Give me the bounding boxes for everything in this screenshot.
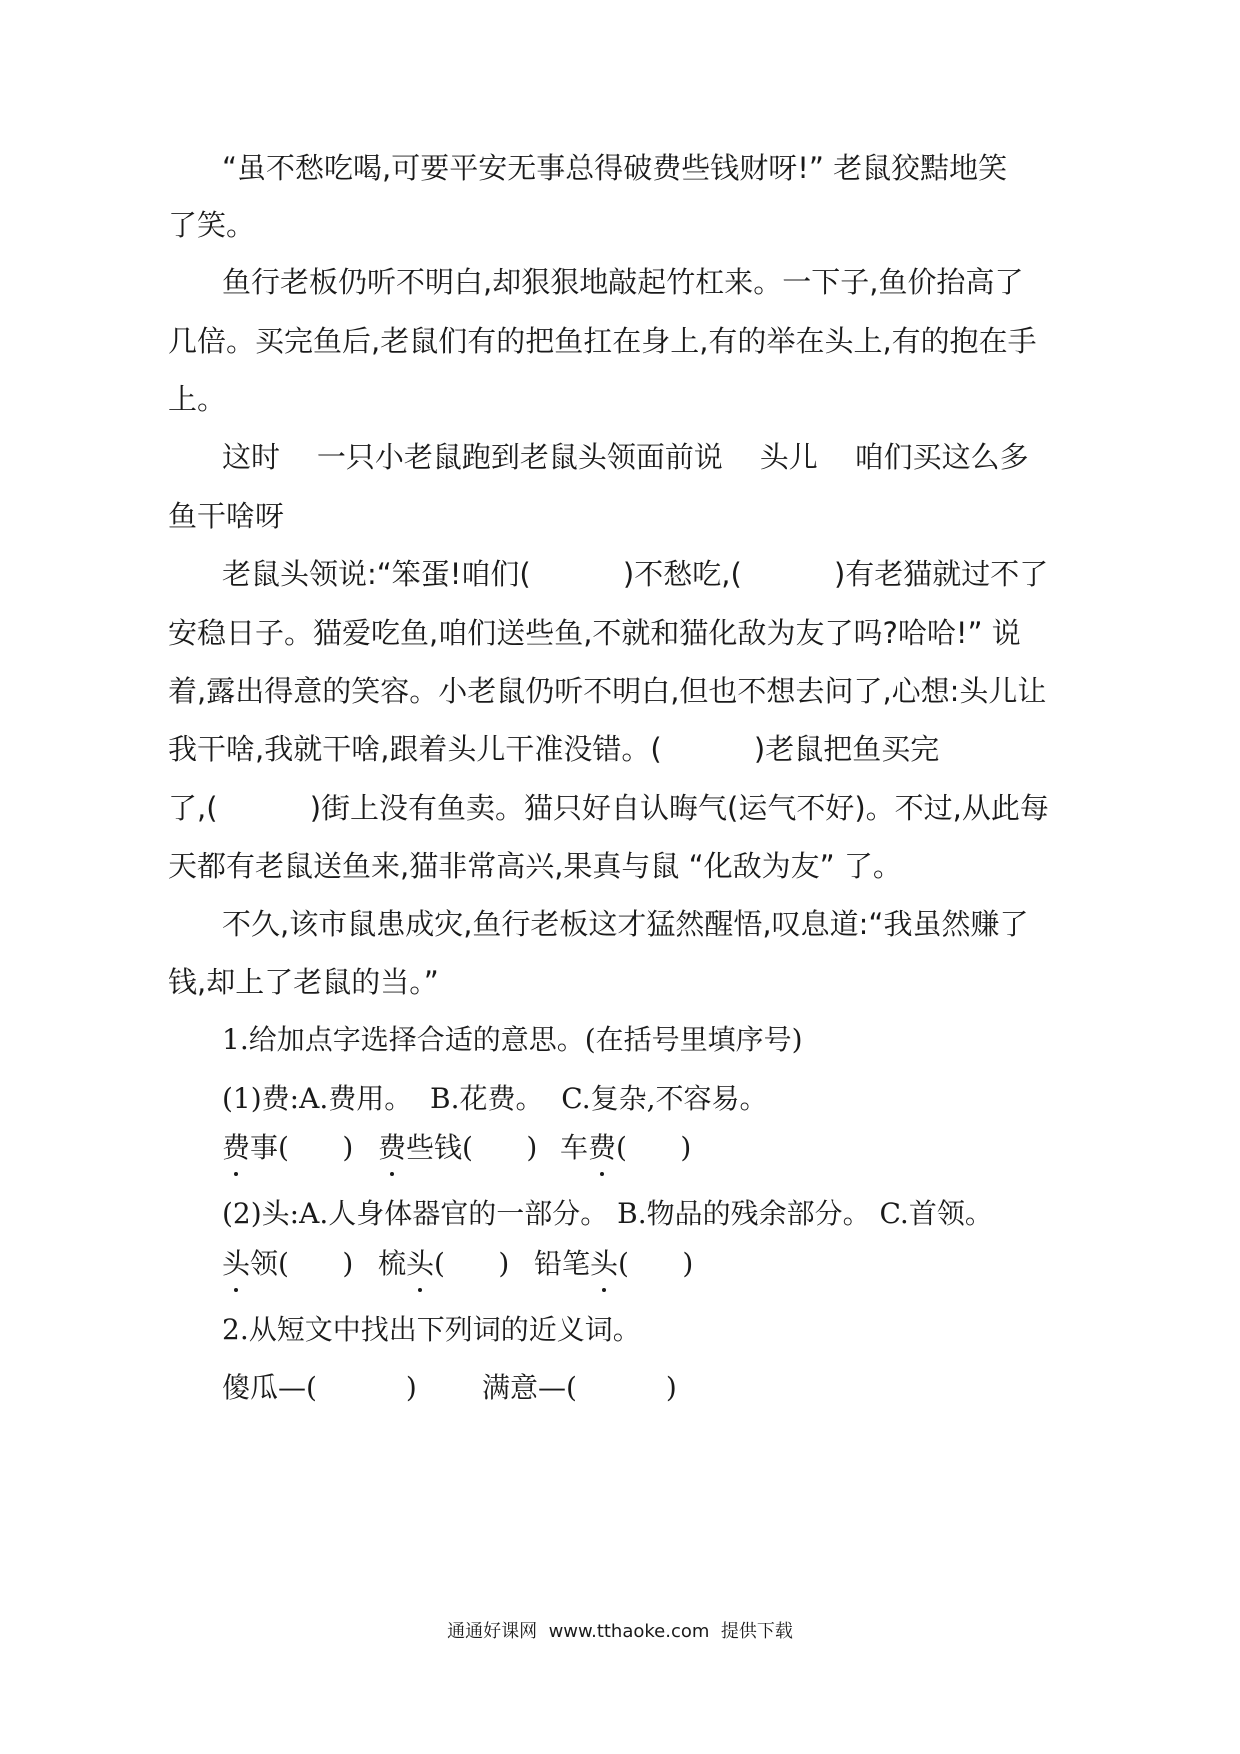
item-prefix: 铅笔	[534, 1247, 591, 1280]
dotted-char: 费	[222, 1128, 250, 1168]
item-text: 些钱( )	[406, 1131, 538, 1164]
dotted-char: 头	[590, 1244, 618, 1284]
passage-line: 着,露出得意的笑容。小老鼠仍听不明白,但也不想去问了,心想:头儿让	[168, 674, 1047, 708]
dotted-char: 头	[406, 1244, 434, 1284]
item-text: ( )	[616, 1131, 692, 1164]
question-1-sub1-item	[378, 1128, 537, 1168]
item-prefix: 车	[560, 1131, 589, 1164]
question-1-sub2-item	[222, 1244, 353, 1284]
question-1-sub2-definitions: (2)头:A.人身体器官的一部分。 B.物品的残余部分。 C.首领。	[222, 1197, 993, 1230]
dotted-char: 费	[588, 1128, 616, 1168]
item-text: ( )	[618, 1247, 694, 1280]
question-2-item: 傻瓜—( )	[222, 1371, 417, 1404]
question-1-sub2-item	[378, 1244, 509, 1284]
passage-line: 了笑。	[168, 208, 256, 242]
passage-line: 鱼干啥呀	[168, 499, 285, 533]
question-2-title: 2.从短文中找出下列词的近义词。	[222, 1313, 641, 1346]
passage-line: 这时 一只小老鼠跑到老鼠头领面前说 头儿 咱们买这么多	[222, 440, 1029, 474]
passage-line: 钱,却上了老鼠的当。”	[168, 965, 439, 999]
passage-line: “虽不愁吃喝,可要平安无事总得破费些钱财呀!” 老鼠狡黠地笑	[222, 151, 1008, 185]
question-2-item: 满意—( )	[482, 1371, 677, 1404]
dotted-char: 费	[378, 1128, 406, 1168]
passage-line: 不久,该市鼠患成灾,鱼行老板这才猛然醒悟,叹息道:“我虽然赚了	[222, 907, 1029, 941]
question-1-sub2-item	[534, 1244, 693, 1284]
item-text: ( )	[434, 1247, 510, 1280]
passage-line: 老鼠头领说:“笨蛋!咱们( )不愁吃,( )有老猫就过不了	[222, 557, 1049, 591]
passage-line: 上。	[168, 382, 227, 416]
passage-line: 安稳日子。猫爱吃鱼,咱们送些鱼,不就和猫化敌为友了吗?哈哈!” 说	[168, 616, 1021, 650]
passage-line: 几倍。买完鱼后,老鼠们有的把鱼扛在身上,有的举在头上,有的抱在手	[168, 324, 1037, 358]
passage-line: 天都有老鼠送鱼来,猫非常高兴,果真与鼠 “化敌为友” 了。	[168, 849, 902, 883]
item-prefix: 梳	[378, 1247, 407, 1280]
item-text: 领( )	[250, 1247, 354, 1280]
item-text: 事( )	[250, 1131, 354, 1164]
question-1-sub1-item	[560, 1128, 691, 1168]
footer-credit: 通通好课网 www.tthaoke.com 提供下载	[447, 1621, 793, 1642]
passage-line: 我干啥,我就干啥,跟着头儿干准没错。( )老鼠把鱼买完	[168, 732, 940, 766]
passage-line: 了,( )街上没有鱼卖。猫只好自认晦气(运气不好)。不过,从此每	[168, 791, 1049, 825]
question-1-sub1-definitions: (1)费:A.费用。 B.花费。 C.复杂,不容易。	[222, 1082, 768, 1115]
passage-line: 鱼行老板仍听不明白,却狠狠地敲起竹杠来。一下子,鱼价抬高了	[222, 265, 1024, 299]
question-1-sub1-item	[222, 1128, 353, 1168]
question-1-title: 1.给加点字选择合适的意思。(在括号里填序号)	[222, 1023, 803, 1056]
dotted-char: 头	[222, 1244, 250, 1284]
